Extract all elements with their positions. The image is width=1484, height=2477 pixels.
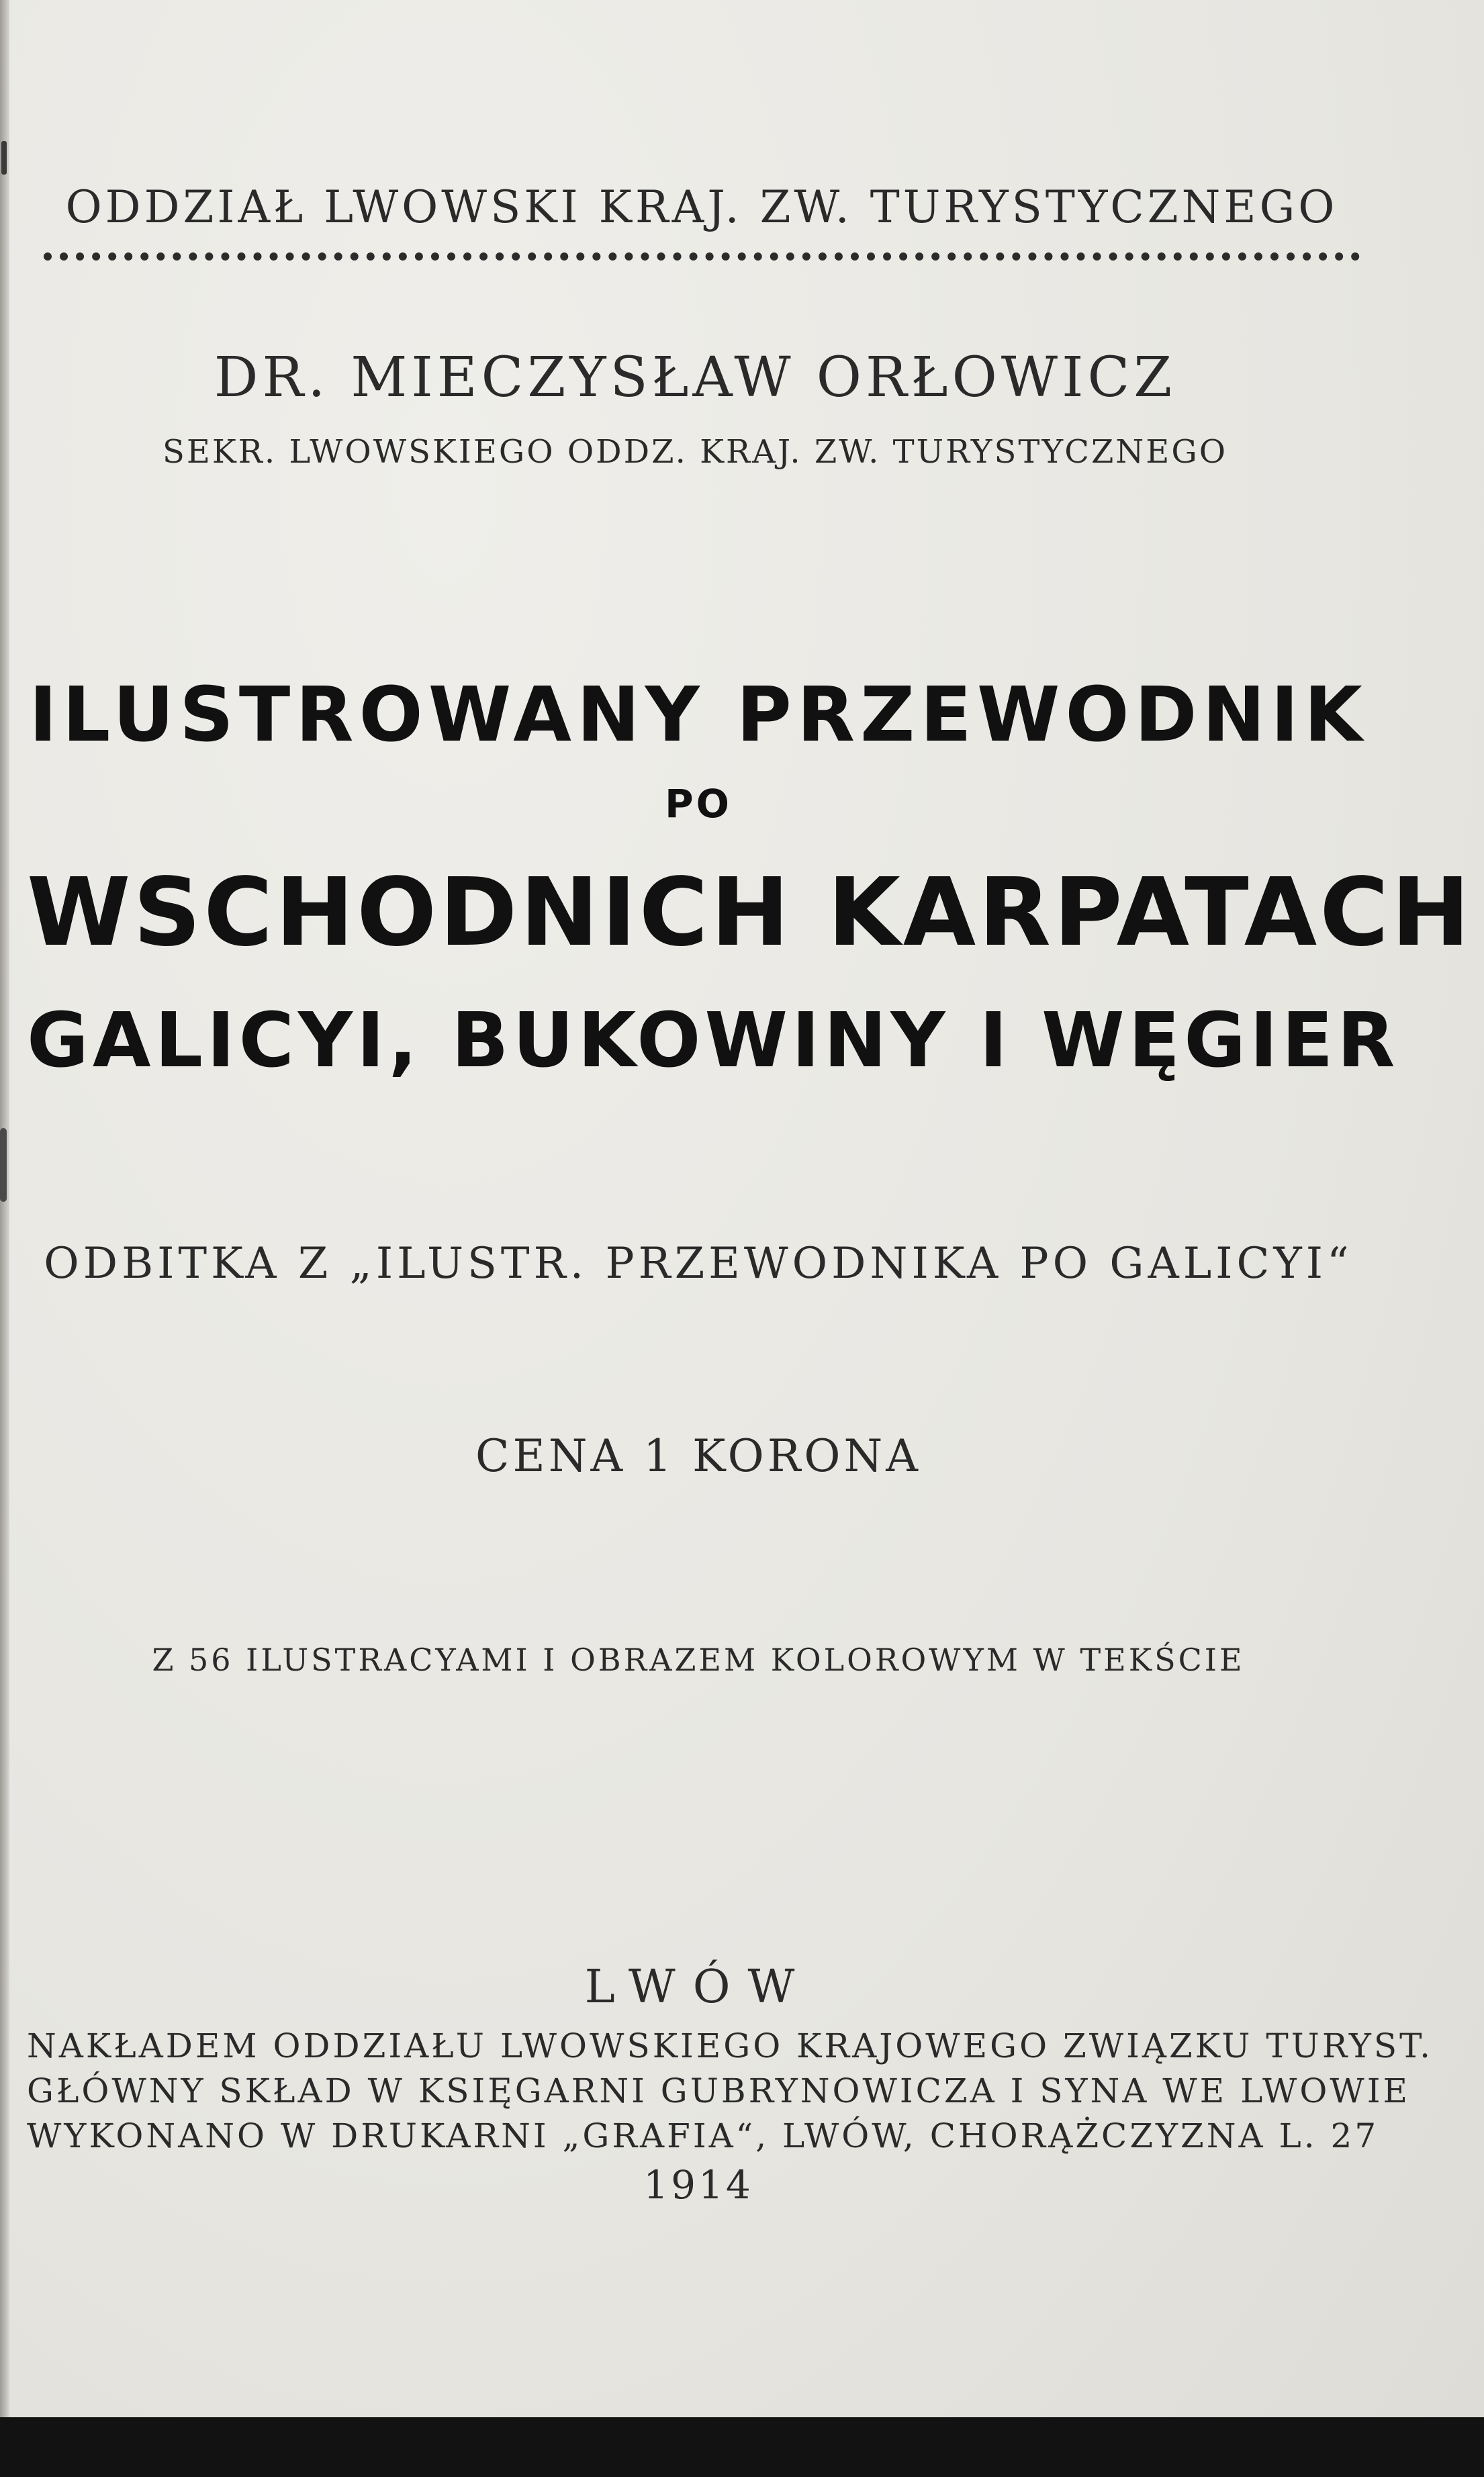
title-line-2: PO — [665, 781, 732, 827]
author-name: DR. MIECZYSŁAW ORŁOWICZ — [214, 346, 1176, 410]
dotted-rule — [44, 252, 1360, 261]
imprint-printer: WYKONANO W DRUKARNI „GRAFIA“, LWÓW, CHORĄŻCZYZNA L. 27 — [27, 2116, 1379, 2155]
spine-mark — [0, 1128, 7, 1202]
background-surface — [0, 2417, 1484, 2477]
imprint-year: 1914 — [643, 2162, 753, 2208]
author-role: SEKR. LWOWSKIEGO ODDZ. KRAJ. ZW. TURYSTYCZNEGO — [162, 433, 1228, 471]
imprint-city: LWÓW — [584, 1961, 813, 2014]
reprint-note: ODBITKA Z „ILUSTR. PRZEWODNIKA PO GALICYI“ — [44, 1239, 1353, 1289]
society-header: ODDZIAŁ LWOWSKI KRAJ. ZW. TURYSTYCZNEGO — [65, 181, 1338, 233]
imprint-publisher: NAKŁADEM ODDZIAŁU LWOWSKIEGO KRAJOWEGO ZWIĄZKU TURYST. — [27, 2026, 1434, 2065]
title-line-3: WSCHODNICH KARPATACH — [27, 858, 1473, 968]
page-spine-shadow — [0, 0, 9, 2417]
imprint-distributor: GŁÓWNY SKŁAD W KSIĘGARNI GUBRYNOWICZA I SYNA WE LWOWIE — [27, 2071, 1410, 2110]
title-line-1: ILUSTROWANY PRZEWODNIK — [29, 671, 1368, 759]
illustrations-note: Z 56 ILUSTRACYAMI I OBRAZEM KOLOROWYM W TEKŚCIE — [152, 1642, 1245, 1678]
spine-mark — [1, 141, 7, 175]
price: CENA 1 KORONA — [475, 1430, 921, 1482]
title-line-4: GALICYI, BUKOWINY I WĘGIER — [27, 997, 1399, 1084]
